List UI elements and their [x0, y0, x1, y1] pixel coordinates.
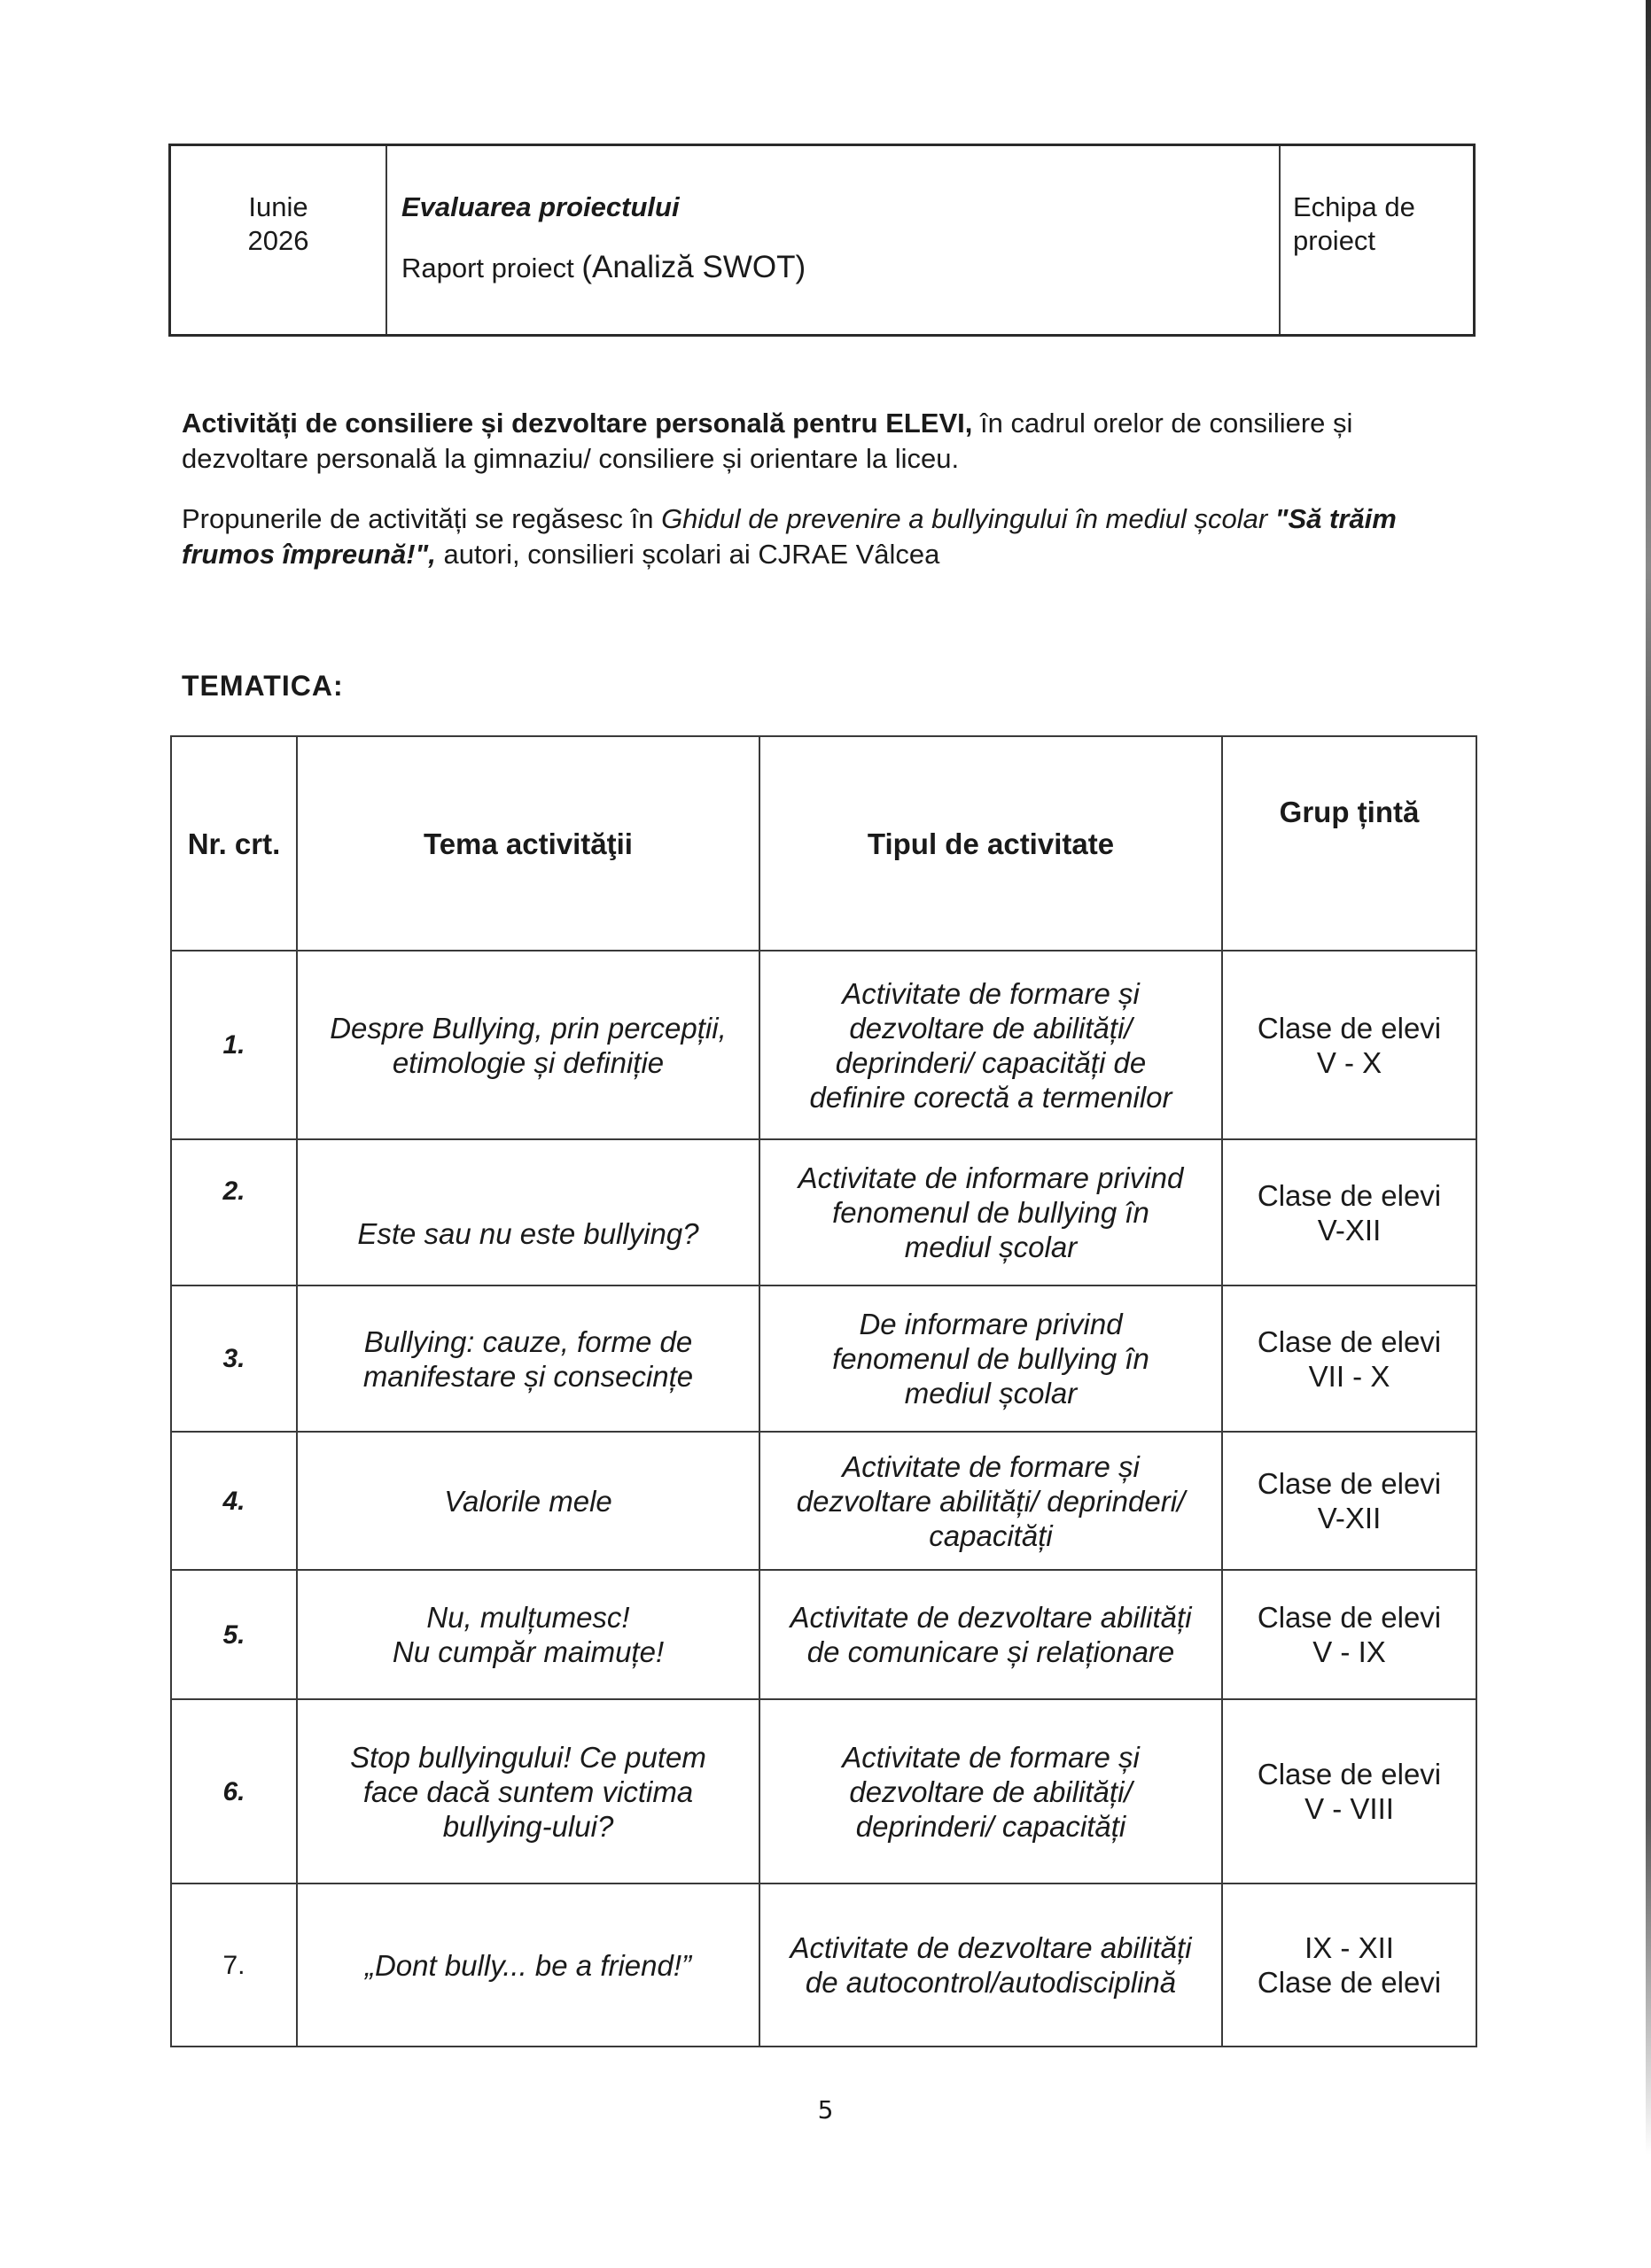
cell-text-line: capacități: [929, 1518, 1053, 1552]
cell-text-line: De informare privind: [859, 1308, 1123, 1340]
cell-grup: [1222, 1699, 1476, 1884]
page-number: 5: [817, 2095, 834, 2124]
header-grup: Grup țintă: [1222, 736, 1476, 951]
cell-text-line: fenomenul de bullying în: [832, 1196, 1149, 1229]
cell-text-line: Activitate de dezvoltare abilități: [790, 1931, 1192, 1964]
schedule-task-title: Evaluarea proiectului: [401, 191, 680, 222]
cell-text-line: Valorile mele: [444, 1484, 612, 1518]
cell-tip: [759, 1699, 1222, 1884]
source-guide-motto: "Să trăim frumos împreună!",: [182, 503, 1397, 570]
schedule-responsible-line1: Echipa de: [1293, 191, 1415, 222]
cell-text-line: Clase de elevi: [1257, 1601, 1442, 1634]
cell-text-line: Clase de elevi: [1257, 1178, 1442, 1212]
cell-text-line: face dacă suntem victima: [362, 1775, 694, 1808]
cell-text-line: Stop bullyingului! Ce putem: [350, 1740, 706, 1774]
schedule-month: Iunie: [248, 191, 308, 222]
cell-text-line: manifestare și consecințe: [362, 1359, 694, 1393]
cell-grup: [1222, 1570, 1476, 1699]
cell-grup: [1222, 1139, 1476, 1285]
cell-text-line: Clase de elevi: [1257, 1011, 1442, 1045]
intro-rest: în cadrul orelor de consiliere și dezvoltare personală la gimnaziu/ consiliere și orientare la liceu.: [182, 408, 1353, 474]
cell-text-line: IX - XII: [1304, 1931, 1394, 1964]
cell-text-line: dezvoltare de abilități/: [849, 1011, 1133, 1045]
cell-nr: 5.: [171, 1570, 297, 1699]
cell-nr: 6.: [171, 1699, 297, 1884]
cell-text-line: Clase de elevi: [1257, 1966, 1442, 1999]
cell-text-line: dezvoltare de abilități/: [849, 1775, 1133, 1808]
cell-text-line: de autocontrol/autodisciplină: [805, 1966, 1177, 1999]
cell-text-line: Activitate de formare și: [842, 1740, 1140, 1774]
schedule-responsible-cell: [1280, 145, 1475, 336]
source-guide-title: Ghidul de prevenire a bullyingului în mediul școlar: [661, 503, 1275, 534]
cell-tema: [297, 951, 759, 1139]
schedule-task-cell: [386, 145, 1280, 336]
intro-bold: Activități de consiliere și dezvoltare personală pentru ELEVI,: [182, 408, 973, 439]
schedule-task-sub-prefix: Raport proiect: [401, 252, 582, 284]
cell-text-line: V - VIII: [1304, 1792, 1394, 1825]
cell-grup: [1222, 951, 1476, 1139]
source-suffix: autori, consilieri școlari ai CJRAE Vâlcea: [435, 539, 940, 570]
header-nr: Nr. crt.: [171, 736, 297, 951]
cell-tip: [759, 1139, 1222, 1285]
cell-nr: 1.: [171, 951, 297, 1139]
cell-text-line: bullying-ului?: [442, 1809, 614, 1843]
cell-text-line: deprinderi/ capacități de: [835, 1045, 1147, 1079]
cell-text-line: V - X: [1316, 1045, 1382, 1079]
cell-text-line: deprinderi/ capacități: [855, 1809, 1126, 1843]
table-row: [171, 1285, 1476, 1432]
cell-text-line: Activitate de formare și: [842, 1449, 1140, 1483]
cell-text-line: Activitate de informare privind: [798, 1161, 1184, 1194]
cell-text-line: V-XII: [1317, 1502, 1382, 1534]
cell-nr: 3.: [171, 1285, 297, 1432]
cell-tip: [759, 1285, 1222, 1432]
cell-nr: 4.: [171, 1432, 297, 1570]
cell-text-line: Clase de elevi: [1257, 1758, 1442, 1790]
cell-grup: [1222, 1432, 1476, 1570]
table-header-row: [171, 736, 1476, 951]
cell-tema: [297, 1139, 759, 1285]
cell-text-line: Este sau nu este bullying?: [357, 1217, 699, 1250]
cell-text-line: Bullying: cauze, forme de: [363, 1324, 693, 1358]
cell-tip: [759, 951, 1222, 1139]
source-paragraph: [182, 501, 1476, 572]
schedule-date-cell: [170, 145, 387, 336]
table-row: [171, 1884, 1476, 2047]
cell-text-line: mediul școlar: [904, 1377, 1078, 1410]
cell-tema: [297, 1699, 759, 1884]
cell-text-line: fenomenul de bullying în: [832, 1342, 1149, 1375]
cell-text-line: Activitate de dezvoltare abilități: [790, 1601, 1192, 1634]
table-row: [171, 1570, 1476, 1699]
schedule-task-subtitle: [401, 251, 1279, 285]
activities-table: [170, 735, 1477, 2047]
cell-nr: 2.: [171, 1139, 297, 1285]
schedule-table: [168, 144, 1476, 337]
schedule-responsible-line2: proiect: [1293, 225, 1376, 256]
cell-tema: [297, 1285, 759, 1432]
source-prefix: Propunerile de activități se regăsesc în: [182, 503, 662, 534]
table-row: [171, 1699, 1476, 1884]
schedule-year: 2026: [247, 225, 309, 256]
cell-tema: [297, 1432, 759, 1570]
cell-tip: [759, 1884, 1222, 2047]
cell-text-line: V-XII: [1317, 1213, 1382, 1247]
section-heading: TEMATICA:: [182, 670, 344, 702]
cell-text-line: Clase de elevi: [1257, 1467, 1442, 1500]
cell-text-line: Despre Bullying, prin percepții,: [330, 1011, 727, 1045]
cell-text-line: Nu, mulțumesc!: [426, 1601, 630, 1634]
table-row: [171, 951, 1476, 1139]
cell-text-line: dezvoltare abilități/ deprinderi/: [796, 1484, 1186, 1518]
cell-text-line: de comunicare și relaționare: [806, 1635, 1175, 1668]
cell-tip: [759, 1570, 1222, 1699]
cell-tema: [297, 1570, 759, 1699]
cell-text-line: Clase de elevi: [1257, 1324, 1442, 1358]
cell-text-line: Nu cumpăr maimuțe!: [392, 1635, 665, 1668]
cell-text-line: VII - X: [1308, 1359, 1390, 1393]
cell-text-line: mediul școlar: [904, 1231, 1078, 1263]
cell-text-line: V - IX: [1312, 1635, 1386, 1668]
cell-text-line: etimologie și definiție: [392, 1045, 665, 1079]
schedule-task-sub-big: (Analiză SWOT): [581, 250, 806, 284]
intro-paragraph: [182, 406, 1476, 477]
cell-nr: 7.: [171, 1884, 297, 2047]
cell-grup: [1222, 1285, 1476, 1432]
table-row: [171, 1139, 1476, 1285]
cell-text-line: Activitate de formare și: [842, 976, 1140, 1010]
header-tip: Tipul de activitate: [759, 736, 1222, 951]
header-tema: Tema activităţii: [297, 736, 759, 951]
cell-grup: [1222, 1884, 1476, 2047]
schedule-row: [170, 145, 1475, 336]
scan-edge-shadow: [1646, 0, 1651, 2268]
cell-text-line: „Dont bully... be a friend!”: [364, 1948, 692, 1982]
cell-text-line: definire corectă a termenilor: [809, 1080, 1172, 1114]
cell-tema: [297, 1884, 759, 2047]
cell-tip: [759, 1432, 1222, 1570]
table-row: [171, 1432, 1476, 1570]
